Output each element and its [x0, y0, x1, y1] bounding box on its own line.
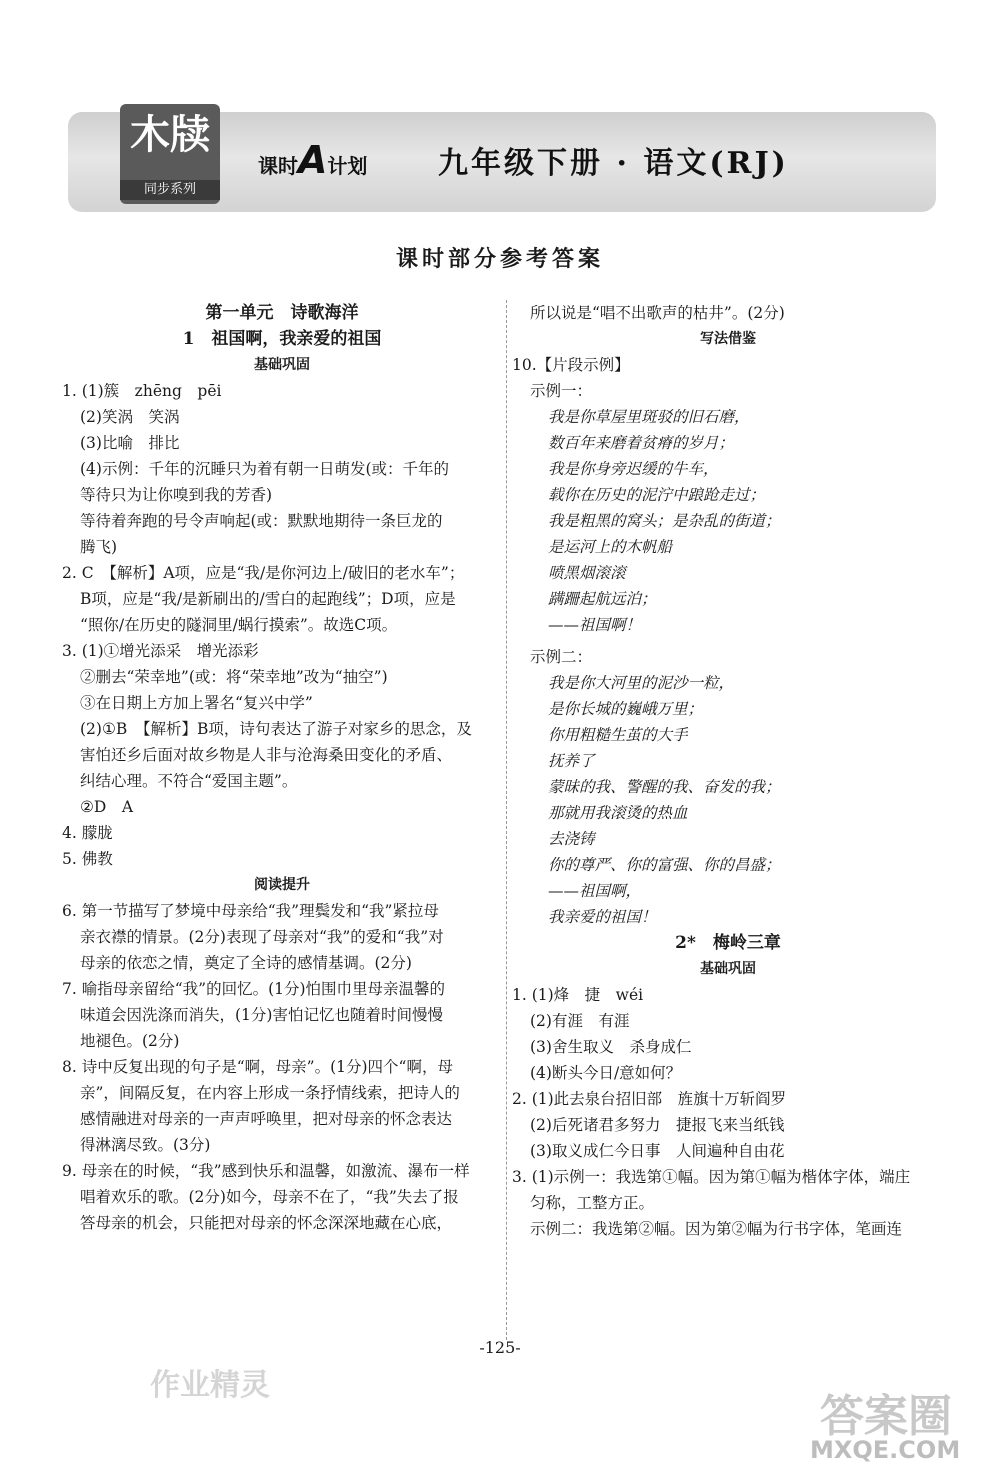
right-column [512, 300, 944, 1242]
answer-line: (4)示例：千年的沉睡只为着有朝一日萌发(或：千年的 [80, 460, 450, 478]
answer-line: 示例二： [530, 648, 593, 666]
answer-line: 9. 母亲在的时候，“我”感到快乐和温馨，如激流、瀑布一样 [62, 1162, 470, 1180]
answer-line: 抚养了 [548, 752, 595, 770]
answer-line: 纠结心理。不符合“爱国主题”。 [80, 772, 298, 790]
answer-line: 感情融进对母亲的一声声呼唤里，把对母亲的怀念表达 [80, 1110, 453, 1128]
answer-line: 5. 佛教 [62, 850, 113, 868]
answer-line: 载你在历史的泥泞中踉跄走过； [548, 486, 766, 504]
answer-line: 我是粗黑的窝头；是杂乱的街道； [548, 512, 781, 530]
answer-line: B项，应是“我/是新刷出的/雪白的起跑线”；D项，应是 [80, 590, 456, 608]
section-heading: 1 祖国啊，我亲爱的祖国 [182, 329, 382, 349]
answer-line: 我是你身旁迟缓的牛车， [548, 460, 719, 478]
answer-line: ——祖国啊！ [548, 616, 642, 634]
answer-line: 蹒跚起航远泊； [548, 590, 657, 608]
answer-line: 3. (1)①增光添采 增光添彩 [62, 642, 259, 660]
answer-line: 你的尊严、你的富强、你的昌盛； [548, 856, 781, 874]
answer-line: 地褪色。(2分) [80, 1032, 180, 1050]
answer-line: 所以说是“唱不出歌声的枯井”。(2分) [530, 304, 785, 322]
answer-line: 2. (1)此去泉台招旧部 旌旗十万斩阎罗 [512, 1090, 787, 1108]
answer-line: 数百年来磨着贫瘠的岁月； [548, 434, 735, 452]
answer-line: 匀称，工整方正。 [530, 1194, 655, 1212]
answer-line: 等待着奔跑的号令声响起(或：默默地期待一条巨龙的 [80, 512, 443, 530]
answer-line: (2)笑涡 笑涡 [80, 408, 180, 426]
answer-line: 示例二：我选第②幅。因为第②幅为行书字体，笔画连 [530, 1220, 903, 1238]
answer-line: 母亲的依恋之情，奠定了全诗的感情基调。(2分) [80, 954, 412, 972]
answer-line: (2)后死诸君多努力 捷报飞来当纸钱 [530, 1116, 785, 1134]
answer-line: 害怕还乡后面对故乡物是人非与沧海桑田变化的矛盾、 [80, 746, 453, 764]
answer-line: 是你长城的巍峨万里； [548, 700, 704, 718]
answer-line: 是运河上的木帆船 [548, 538, 673, 556]
subsection-heading: 阅读提升 [254, 877, 310, 893]
answer-line: 1. (1)簇 zhēng pēi [62, 382, 222, 400]
answer-line: 答母亲的机会，只能把对母亲的怀念深深地藏在心底， [80, 1214, 453, 1232]
answer-line: ③在日期上方加上署名“复兴中学” [80, 694, 313, 712]
answer-line: 我亲爱的祖国！ [548, 908, 657, 926]
section-heading: 第一单元 诗歌海洋 [205, 303, 359, 323]
answer-line: 那就用我滚烫的热血 [548, 804, 688, 822]
column-divider [506, 300, 508, 1340]
answer-line: (2)有涯 有涯 [530, 1012, 630, 1030]
series-label: 同步系列 [120, 180, 220, 200]
answer-line: “照你/在历史的隧洞里/蜗行摸索”。故选C项。 [80, 616, 398, 634]
answer-line: 腾飞) [80, 538, 118, 556]
answer-line: (3)比喻 排比 [80, 434, 180, 452]
subsection-heading: 基础巩固 [700, 961, 756, 977]
answer-line: 亲衣襟的情景。(2分)表现了母亲对“我”的爱和“我”对 [80, 928, 444, 946]
watermark-right: 答案圈 [820, 1391, 952, 1442]
answer-line: (3)取义成仁今日事 人间遍种自由花 [530, 1142, 785, 1160]
brand-pre: 课时 [258, 154, 298, 178]
answer-line: (4)断头今日/意如何？ [530, 1064, 682, 1082]
answer-line: 去浇铸 [548, 830, 595, 848]
left-column [62, 300, 502, 1236]
answer-line: 喷黑烟滚滚 [548, 564, 626, 582]
answer-line: 8. 诗中反复出现的句子是“啊，母亲”。(1分)四个“啊，母 [62, 1058, 453, 1076]
answer-line: ——祖国啊， [548, 882, 642, 900]
answer-line: 亲”，间隔反复，在内容上形成一条抒情线索，把诗人的 [80, 1084, 460, 1102]
answer-line: (3)舍生取义 杀身成仁 [530, 1038, 692, 1056]
answer-line: 蒙昧的我、警醒的我、奋发的我； [548, 778, 781, 796]
answer-line: 你用粗糙生茧的大手 [548, 726, 688, 744]
answer-line: ②D A [80, 798, 134, 816]
brand-title [258, 138, 367, 182]
answer-line: 味道会因洗涤而消失，(1分)害怕记忆也随着时间慢慢 [80, 1006, 443, 1024]
subsection-heading: 写法借鉴 [700, 331, 756, 347]
publisher-logo [120, 104, 220, 204]
subsection-heading: 基础巩固 [254, 357, 310, 373]
answer-line: 唱着欢乐的歌。(2分)如今，母亲不在了，“我”失去了报 [80, 1188, 459, 1206]
answer-line: 2. C 【解析】A项，应是“我/是你河边上/破旧的老水车”； [62, 564, 465, 582]
brand-big: A [298, 138, 328, 182]
answer-line: 等待只为让你嗅到我的芳香) [80, 486, 273, 504]
answer-line: 3. (1)示例一：我选第①幅。因为第①幅为楷体字体，端庄 [512, 1168, 911, 1186]
answer-line: 6. 第一节描写了梦境中母亲给“我”理鬓发和“我”紧拉母 [62, 902, 439, 920]
book-title: 九年级下册 · 语文(RJ) [438, 146, 789, 181]
answer-line: 4. 朦胧 [62, 824, 113, 842]
answer-line: 得淋漓尽致。(3分) [80, 1136, 211, 1154]
page-heading: 课时部分参考答案 [395, 246, 604, 272]
page-number: -125- [479, 1338, 521, 1357]
answer-line: (2)①B 【解析】B项，诗句表达了游子对家乡的思念，及 [80, 720, 472, 738]
answer-line: 我是你大河里的泥沙一粒， [548, 674, 735, 692]
answer-line: ②删去“荣幸地”(或：将“荣幸地”改为“抽空”) [80, 668, 388, 686]
answer-line: 7. 喻指母亲留给“我”的回忆。(1分)怕围巾里母亲温馨的 [62, 980, 446, 998]
watermark-url: MXQE.COM [810, 1436, 961, 1464]
logo-glyph: 木牍 [130, 111, 210, 158]
brand-post: 计划 [327, 154, 368, 178]
answer-line: 10.【片段示例】 [512, 356, 630, 374]
answer-line: 我是你草屋里斑驳的旧石磨， [548, 408, 750, 426]
answer-line: 1. (1)烽 捷 wéi [512, 986, 644, 1004]
lesson-heading: 2* 梅岭三章 [675, 933, 781, 953]
answer-line: 示例一： [530, 382, 593, 400]
watermark-left: 作业精灵 [150, 1368, 270, 1403]
